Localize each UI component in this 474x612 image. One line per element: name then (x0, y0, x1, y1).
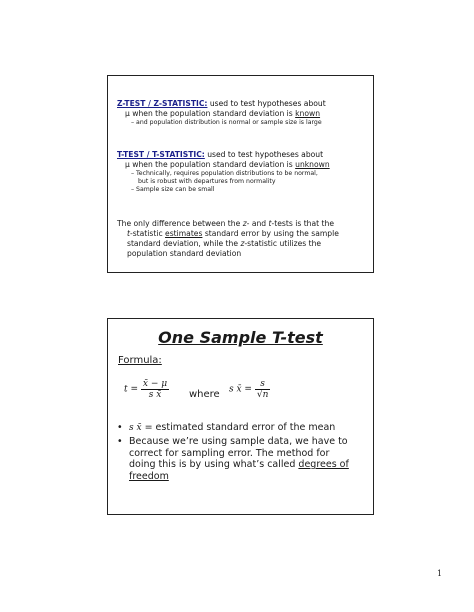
slide-1 (107, 75, 374, 273)
z-test-sub: – and population distribution is normal or sample size is large (131, 119, 322, 126)
slide-title: One Sample T-test (158, 328, 323, 347)
t-test-block (117, 150, 365, 195)
bullet-icon: • (117, 422, 123, 433)
standard-error-formula (229, 379, 270, 400)
t-test-desc-2: μ when the population standard deviation is (125, 160, 296, 169)
para-text: and (249, 219, 269, 228)
t-formula-numerator: x̄ − μ (142, 379, 168, 389)
t-formula-denominator: s x̄ (148, 390, 162, 400)
bullet-line: correct for sampling error. The method for (129, 447, 330, 459)
para-text: -statistic (129, 229, 166, 238)
t-formula (124, 379, 169, 400)
degrees-of-freedom-term: degrees of (298, 459, 349, 470)
freedom-term: freedom (129, 470, 169, 482)
z-test-desc-2: μ when the population standard deviation is (125, 109, 296, 118)
para-text: -statistic utilizes the (244, 239, 322, 248)
t-test-desc: used to test hypotheses about (204, 150, 324, 159)
difference-paragraph (117, 219, 365, 259)
t-test-sub-1b: but is robust with departures from normality (138, 178, 276, 186)
para-text: The only difference between the (117, 219, 243, 228)
para-text: standard error by using the sample (202, 229, 339, 238)
t-test-unknown: unknown (295, 160, 330, 169)
para-text: standard deviation, while the (127, 239, 241, 248)
formula-label: Formula: (118, 355, 162, 366)
para-text: -tests is that the (271, 219, 335, 228)
z-test-desc: used to test hypotheses about (207, 99, 326, 108)
se-formula-numerator: s (255, 379, 271, 390)
bullet-line: doing this is by using what’s called (129, 459, 299, 470)
where-label: where (189, 389, 220, 400)
slide-2 (107, 318, 374, 515)
se-definition: = estimated standard error of the mean (141, 422, 336, 433)
para-t: t (268, 219, 272, 228)
t-test-sub-1a: – Technically, requires population distributions to be normal, (131, 170, 318, 177)
se-formula-lhs: s x̄ = (229, 384, 252, 395)
bullet-standard-error (117, 422, 365, 435)
bullet-sampling-error (117, 436, 365, 482)
t-formula-lhs: t = (124, 384, 139, 395)
para-t: t (127, 229, 130, 238)
se-symbol: s x̄ (129, 423, 142, 433)
z-test-block (117, 99, 365, 127)
para-z: z- (242, 219, 250, 228)
t-test-heading: T-TEST / T-STATISTIC: (117, 150, 205, 159)
z-test-heading: Z-TEST / Z-STATISTIC: (117, 99, 208, 108)
bullet-icon: • (117, 436, 123, 447)
page-number: 1 (437, 569, 443, 578)
para-z: z (240, 239, 245, 248)
para-estimates: estimates (165, 229, 203, 238)
para-text: population standard deviation (127, 249, 242, 258)
z-test-known: known (295, 109, 321, 118)
se-formula-denominator: √n (256, 390, 269, 400)
bullet-line: Because we’re using sample data, we have to (129, 436, 348, 447)
t-test-sub-2: – Sample size can be small (131, 186, 215, 194)
